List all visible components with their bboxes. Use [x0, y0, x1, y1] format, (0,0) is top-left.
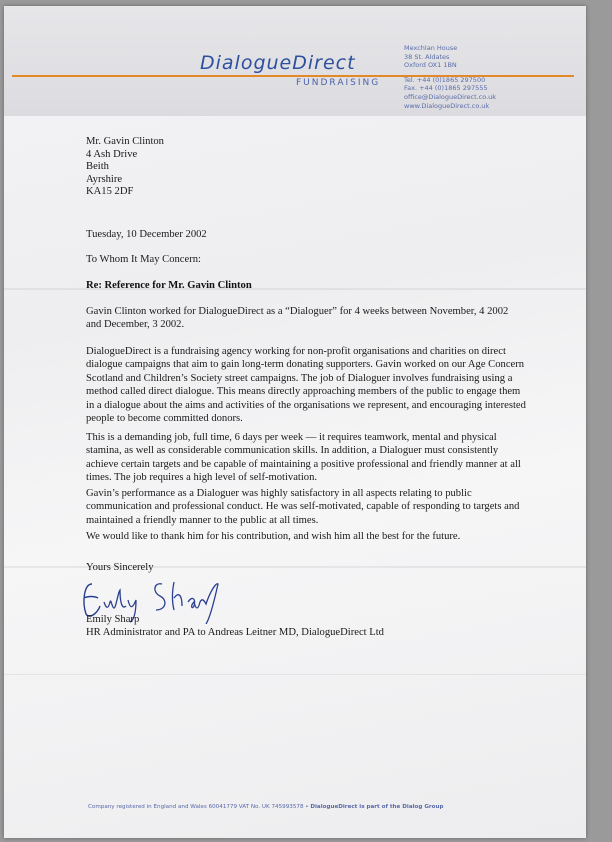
letterhead-tagline: FUNDRAISING: [296, 78, 381, 88]
recipient-line: Beith: [86, 161, 109, 173]
paragraph: DialogueDirect is a fundraising agency working for non-profit organisations and charities on direct dialogue campaigns that aim to gain long-term donating supporters. Gavin worked on our Age Concern Scotland and Children’s Society street campaigns. The job of Dialoguer involves fundraising using a method called direct dialogue. This means directly approaching members of the public to engage them in a dialogue about the aims and activities of the organisations we represent, and encouraging interested people to become committed donors.: [86, 346, 526, 425]
recipient-line: Ayrshire: [86, 173, 123, 185]
paragraph: Gavin’s performance as a Dialoguer was highly satisfactory in all aspects relating to public communication and professional conduct. He was self-motivated, capable of responding to targets and maintained a friendly manner to the public at all times.: [86, 488, 520, 526]
recipient-line: 4 Ash Drive: [86, 148, 138, 160]
company-logo: DialogueDirect: [200, 52, 356, 74]
recipient-line: KA15 2DF: [86, 186, 134, 198]
closing: Yours Sincerely: [86, 562, 154, 573]
salutation: To Whom It May Concern:: [86, 254, 201, 265]
address-line: 38 St. Aldates: [404, 52, 450, 61]
letter-page: [4, 6, 586, 838]
contact-line: www.DialogueDirect.co.uk: [404, 101, 490, 110]
recipient-address: [86, 136, 526, 199]
signer-name: Emily Sharp: [86, 614, 140, 625]
contact-line: Fax. +44 (0)1865 297555: [404, 84, 488, 93]
recipient-line: Mr. Gavin Clinton: [86, 136, 164, 147]
paragraph: Gavin Clinton worked for DialogueDirect as a “Dialoguer” for 4 weeks between November, 4 2002 and December, 3 2002.: [86, 306, 509, 331]
letterhead-address: [404, 44, 574, 110]
fold-crease: [4, 674, 586, 675]
address-line: Mexchlan House: [404, 44, 458, 52]
company-registration: Company registered in England and Wales 60041779 VAT No. UK 745993578 •: [88, 804, 309, 810]
contact-line: office@DialogueDirect.co.uk: [404, 92, 497, 101]
signer-title: HR Administrator and PA to Andreas Leitner MD, DialogueDirect Ltd: [86, 627, 384, 638]
paragraph: We would like to thank him for his contribution, and wish him all the best for the future.: [86, 531, 461, 542]
letter-date: Tuesday, 10 December 2002: [86, 229, 207, 240]
subject-line: Re: Reference for Mr. Gavin Clinton: [86, 280, 252, 291]
letter-footer: [88, 804, 568, 810]
paragraph: This is a demanding job, full time, 6 days per week — it requires teamwork, mental and physical stamina, as well as considerable communication skills. In addition, a Dialoguer must consistently achieve certain targets and be capable of maintaining a positive professional and friendly manner at all times. The job requires a high level of self-motivation.: [86, 432, 521, 484]
address-line: Oxford OX1 1BN: [404, 61, 457, 70]
group-note: DialogueDirect is part of the Dialog Group: [310, 804, 444, 810]
contact-line: Tel. +44 (0)1865 297500: [404, 75, 486, 84]
letterhead: [4, 6, 586, 116]
